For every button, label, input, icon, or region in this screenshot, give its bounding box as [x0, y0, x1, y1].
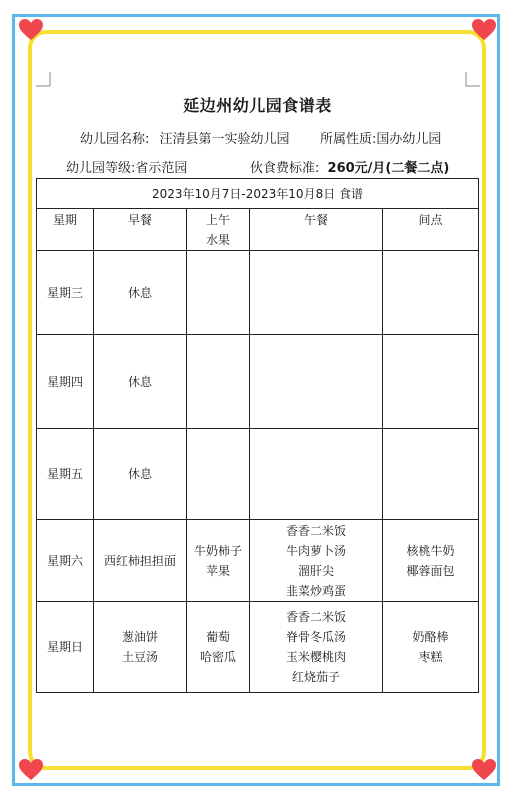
lunch-item: 玉米樱桃肉 [285, 650, 346, 664]
snack-cell [383, 520, 479, 602]
lunch-cell [250, 602, 383, 693]
header-fruit [187, 209, 250, 251]
breakfast-cell [94, 251, 187, 335]
header-snack: 间点 [383, 209, 479, 251]
page-title: 延边州幼儿园食谱表 [183, 96, 332, 115]
breakfast-cell [94, 335, 187, 429]
header-fruit-line1: 上午 [205, 213, 230, 227]
header-breakfast: 早餐 [94, 209, 187, 251]
lunch-cell [250, 335, 383, 429]
grade-value: 省示范园 [135, 161, 188, 176]
fruit-item: 牛奶柿子 [193, 543, 242, 558]
menu-period: 2023年10月7日-2023年10月8日 食谱 [37, 179, 479, 209]
lunch-cell [250, 520, 383, 602]
breakfast-cell [94, 602, 187, 693]
breakfast-item: 土豆汤 [121, 650, 158, 664]
corner-crop-mark-icon [464, 72, 480, 88]
day-cell: 星期日 [37, 602, 94, 693]
table-row [37, 429, 479, 520]
heart-icon [471, 758, 497, 782]
snack-cell [383, 602, 479, 693]
lunch-item: 韭菜炒鸡蛋 [285, 583, 346, 598]
kindergarten-grade [66, 157, 187, 176]
table-row [37, 251, 479, 335]
breakfast-item: 休息 [127, 285, 152, 300]
meal-fee [250, 157, 449, 176]
nature-label: 所属性质: [320, 132, 377, 147]
kindergarten-nature [320, 128, 441, 147]
fruit-cell [187, 520, 250, 602]
name-value: 汪清县第一实验幼儿园 [159, 132, 290, 147]
kindergarten-name [80, 128, 290, 147]
breakfast-item: 休息 [127, 467, 152, 481]
breakfast-item: 葱油饼 [121, 630, 158, 644]
table-row [37, 602, 479, 693]
lunch-item: 牛肉萝卜汤 [285, 543, 346, 558]
breakfast-item: 休息 [127, 374, 152, 389]
day-cell: 星期六 [37, 520, 94, 602]
lunch-item: 香香二米饭 [285, 523, 346, 538]
day-cell: 星期五 [37, 429, 94, 520]
heart-icon [18, 18, 44, 42]
heart-icon [18, 758, 44, 782]
lunch-item: 溜肝尖 [297, 563, 334, 578]
day-cell: 星期四 [37, 335, 94, 429]
menu-table [36, 178, 479, 693]
fruit-item: 苹果 [205, 563, 230, 578]
fruit-cell [187, 429, 250, 520]
fruit-cell [187, 602, 250, 693]
lunch-item: 脊骨冬瓜汤 [285, 630, 346, 644]
snack-item: 枣糕 [418, 650, 443, 664]
breakfast-cell [94, 429, 187, 520]
fruit-cell [187, 251, 250, 335]
table-row [37, 520, 479, 602]
breakfast-cell [94, 520, 187, 602]
header-lunch: 午餐 [250, 209, 383, 251]
snack-item: 椰蓉面包 [406, 563, 455, 578]
snack-item: 核桃牛奶 [406, 543, 455, 558]
grade-label: 幼儿园等级: [66, 161, 136, 176]
snack-cell [383, 335, 479, 429]
table-row [37, 335, 479, 429]
nature-value: 国办幼儿园 [376, 132, 442, 147]
breakfast-item: 西红柿担担面 [103, 553, 176, 568]
corner-crop-mark-icon [36, 72, 52, 88]
lunch-cell [250, 429, 383, 520]
fruit-item: 葡萄 [205, 630, 230, 644]
name-label: 幼儿园名称: [80, 132, 150, 147]
fee-value: 260元/月(二餐二点) [327, 161, 450, 176]
lunch-item: 香香二米饭 [285, 610, 346, 624]
heart-icon [471, 18, 497, 42]
snack-cell [383, 251, 479, 335]
snack-cell [383, 429, 479, 520]
lunch-item: 红烧茄子 [291, 670, 340, 684]
header-day: 星期 [37, 209, 94, 251]
header-fruit-line2: 水果 [205, 233, 230, 247]
snack-item: 奶酪棒 [412, 630, 449, 644]
fee-label: 伙食费标准: [250, 161, 320, 176]
fruit-cell [187, 335, 250, 429]
day-cell: 星期三 [37, 251, 94, 335]
lunch-cell [250, 251, 383, 335]
fruit-item: 哈密瓜 [199, 650, 236, 664]
